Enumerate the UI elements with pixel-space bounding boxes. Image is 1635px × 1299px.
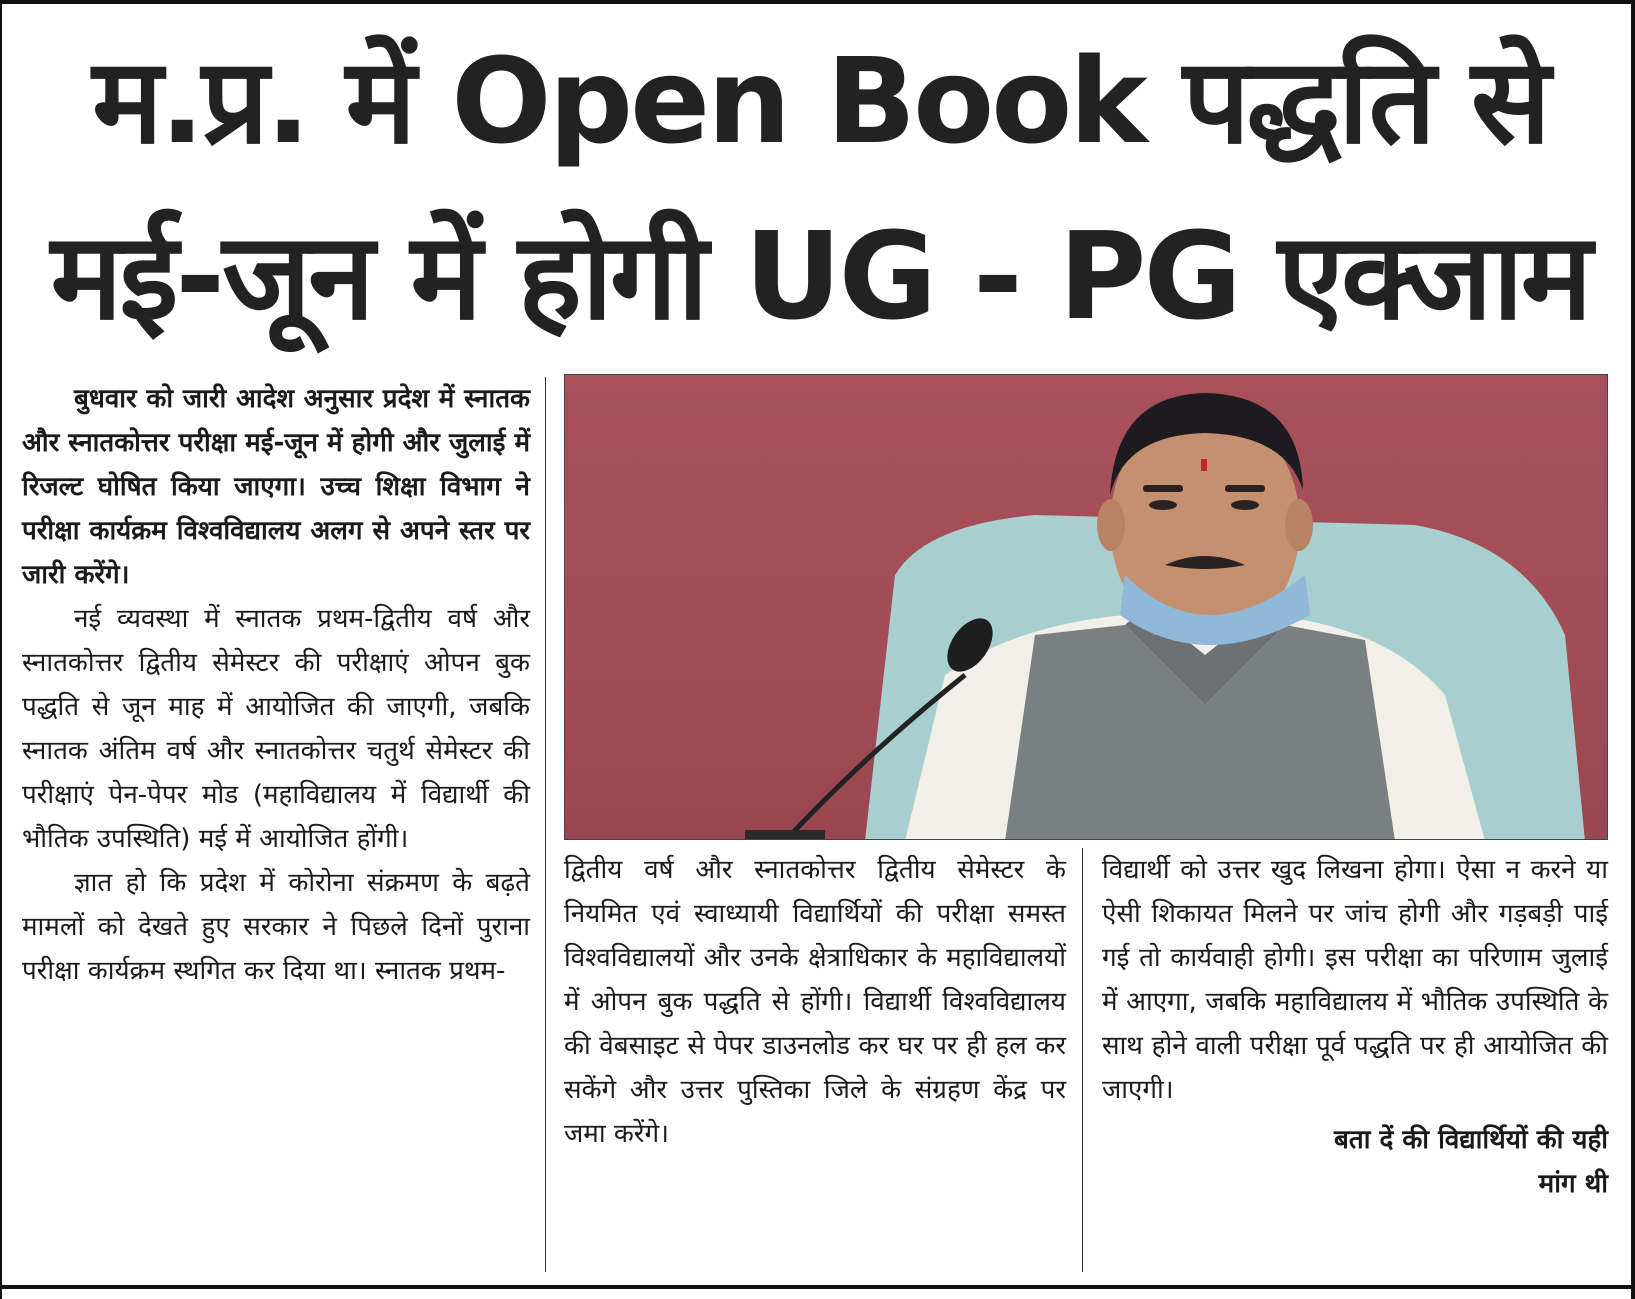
column-separator-1 — [545, 377, 546, 1272]
column-separator-2 — [1082, 848, 1083, 1272]
article-column-2 — [564, 848, 1066, 1156]
closing-line-1: बता दें की विद्यार्थियों की यही — [1334, 1125, 1608, 1155]
paragraph-4: द्वितीय वर्ष और स्नातकोत्तर द्वितीय सेमेस्टर के नियमित एवं स्वाध्यायी विद्यार्थियों की परीक्षा समस्त विश्वविद्यालयों और उनके क्षेत्राधिकार के महाविद्यालयों में ओपन बुक पद्धति से होंगी। विद्यार्थी विश्वविद्यालय की वेबसाइट से पेपर डाउनलोड कर घर पर ही हल कर सकेंगे और उत्तर पुस्तिका जिले के संग्रहण केंद्र पर जमा करेंगे। — [564, 855, 1066, 1149]
paragraph-2: नई व्यवस्था में स्नातक प्रथम-द्वितीय वर्ष और स्नातकोत्तर द्वितीय सेमेस्टर की परीक्षाएं ओपन बुक पद्धति से जून माह में आयोजित की जाएगी, जबकि स्नातक अंतिम वर्ष और स्नातकोत्तर चतुर्थ सेमेस्टर की परीक्षाएं पेन-पेपर मोड (महाविद्यालय में विद्यार्थी की भौतिक उपस्थिति) मई में आयोजित होंगी। — [22, 604, 530, 854]
headline-line-1: म.प्र. में Open Book पद्धति से — [92, 32, 1548, 170]
right-rule — [1631, 0, 1635, 1299]
article-column-3 — [1102, 848, 1608, 1206]
paragraph-3: ज्ञात हो कि प्रदेश में कोरोना संक्रमण के बढ़ते मामलों को देखते हुए सरकार ने पिछले दिनों पुराना परीक्षा कार्यक्रम स्थगित कर दिया था। स्नातक प्रथम- — [22, 868, 530, 986]
bottom-rule — [0, 1285, 1635, 1289]
closing-line-2: मांग थी — [1538, 1169, 1608, 1199]
news-photo — [564, 374, 1608, 840]
paragraph-lead: बुधवार को जारी आदेश अनुसार प्रदेश में स्नातक और स्नातकोत्तर परीक्षा मई-जून में होगी और जुलाई में रिजल्ट घोषित किया जाएगा। उच्च शिक्षा विभाग ने परीक्षा कार्यक्रम विश्वविद्यालय अलग से अपने स्तर पर जारी करेंगे। — [22, 384, 530, 590]
article-column-1 — [22, 377, 530, 993]
paragraph-5: विद्यार्थी को उत्तर खुद लिखना होगा। ऐसा न करने या ऐसी शिकायत मिलने पर जांच होगी और गड़बड़ी पाई गई तो कार्यवाही होगी। इस परीक्षा का परिणाम जुलाई में आएगा, जबकि महाविद्यालय में भौतिक उपस्थिति के साथ होने वाली परीक्षा पूर्व पद्धति पर ही आयोजित की जाएगी। — [1102, 855, 1608, 1105]
person-illustration — [565, 375, 1608, 840]
headline-line-2: मई-जून में होगी UG - PG एक्जाम — [50, 208, 1590, 347]
